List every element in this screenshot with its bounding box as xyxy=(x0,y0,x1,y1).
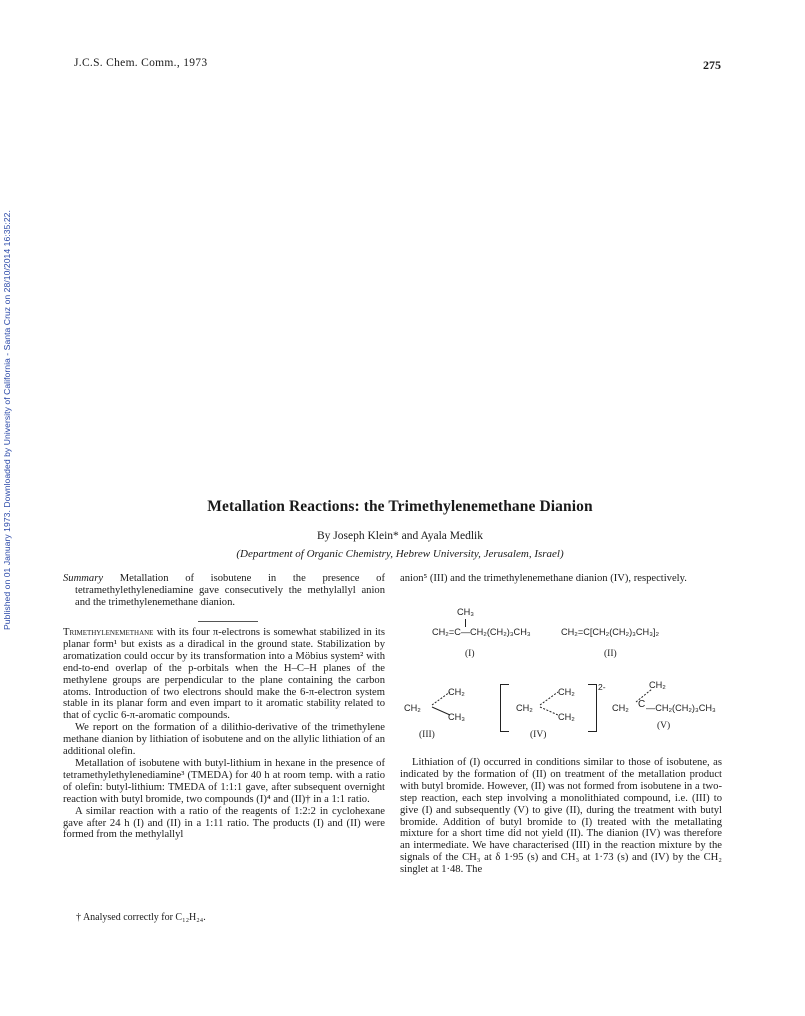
report-paragraph: We report on the formation of a dilithio-derivative of the trimethylene methane dianion by lithiation of isobutene and on the allylic lithiation of an additional olefin. xyxy=(63,722,385,758)
section-divider xyxy=(198,621,258,622)
structure-3-top: CH₂ xyxy=(448,687,465,697)
structure-1-chain: CH₂=C—CH₂(CH₂)₃CH₃ xyxy=(432,627,531,637)
anion-paragraph: anion⁵ (III) and the trimethylenemethane dianion (IV), respectively. xyxy=(400,573,687,584)
structure-4-left-bracket xyxy=(500,684,509,732)
author-byline: By Joseph Klein* and Ayala Medlik xyxy=(317,530,483,542)
structure-4-bottom: CH₂ xyxy=(558,712,575,722)
structure-2-formula: CH₂=C[CH₂(CH₂)₃CH₃]₂ xyxy=(561,627,660,637)
lithiation-paragraph: Lithiation of (I) occurred in conditions similar to those of isobutene, as indicated by the formation of (II) on treatment of the metallation product with butyl bromide. However, (II) was not formed from isobutene in a two-step reaction, each step involving a monolithiated compound, i.e. (III) to give (I) and subsequently (V) to give (II), during the treatment with butyl bromide. Addition of butyl bromide to (I) treated with the metallating mixture for a short time did not yield (II). The dianion (IV) was therefore an intermediate. We have characterised (III) in the reaction mixture by the signals of the CH₃ at δ 1·95 (s) and CH₃ at 1·73 (s) and (IV) by the CH₂ singlet at 1·48. The xyxy=(400,757,722,876)
structure-1-label: (I) xyxy=(465,649,475,659)
summary-text: Metallation of isobutene in the presence of tetramethylethylenediamine gave consecutively the methylallyl anion and the trimethylenemethane dianion. xyxy=(75,573,385,608)
left-column-body xyxy=(63,627,385,841)
summary-label: Summary xyxy=(63,573,104,584)
right-column-intro xyxy=(400,573,722,585)
metallation-paragraph: Metallation of isobutene with butyl-lithium in hexane in the presence of tetramethylethylenediamine³ (TMEDA) for 40 h at room temp. with a ratio of olefin: butyl-lithium: TMEDA of 1:1:1 gave, after subsequent overnight reaction with butyl bromide, two compounds (I)⁴ and (II)† in a 1:1 ratio. xyxy=(63,757,385,805)
intro-lead: Trimethylenemethane xyxy=(63,627,154,638)
download-stamp: Published on 01 January 1973. Downloaded by University of California - Santa Cruz on 28/10/2014 16:35:22. xyxy=(2,210,12,630)
structure-5-label: (V) xyxy=(657,721,671,731)
structure-5-top: CH₂ xyxy=(649,680,666,690)
structure-4-left: CH₂ xyxy=(516,703,533,713)
structure-5-chain: —CH₂(CH₂)₃CH₃ xyxy=(646,703,716,713)
structure-1-methyl: CH₃ xyxy=(457,607,475,617)
similar-reaction-paragraph: A similar reaction with a ratio of the reagents of 1:2:2 in cyclohexane gave after 24 h (I) and (II) in a 1:11 ratio. The products (I) and (II) were formed from the methylallyl xyxy=(63,805,385,841)
footnote: † Analysed correctly for C₁₂H₂₄. xyxy=(76,912,206,923)
right-column-body xyxy=(400,757,722,876)
structure-5-carbon: C xyxy=(638,699,646,710)
intro-paragraph: with its four π-electrons is somewhat stabilized in its planar form¹ but exists as a diradical in the ground state. Stabilization by aromatization could occur by its transformation into a Möbius system² with end-to-end overlap of the p-orbitals when the H–C–H planes of the methylene groups are perpendicular to the plane containing the carbon atoms. Introduction of two electrons should make the 6-π-electron system stable in its planar form and even impart to it aromatic stability related to that of cyclic 6-π-aromatic compounds. xyxy=(63,627,385,722)
structure-5-left: CH₂ xyxy=(612,703,629,713)
structure-4-label: (IV) xyxy=(530,730,547,740)
structure-3-left: CH₂ xyxy=(404,703,421,713)
structure-4-top: CH₂ xyxy=(558,687,575,697)
article-title: Metallation Reactions: the Trimethylenemethane Dianion xyxy=(207,498,593,515)
structure-4-charge: 2- xyxy=(598,682,606,692)
author-affiliation: (Department of Organic Chemistry, Hebrew University, Jerusalem, Israel) xyxy=(236,548,564,560)
page-number: 275 xyxy=(703,58,721,72)
summary-paragraph xyxy=(63,573,385,609)
structure-1-bond xyxy=(465,619,466,627)
structure-3-label: (III) xyxy=(419,730,435,740)
structure-4-right-bracket xyxy=(588,684,597,732)
structure-2-label: (II) xyxy=(604,649,617,659)
structure-3-bottom: CH₃ xyxy=(448,712,466,722)
journal-running-head: J.C.S. Chem. Comm., 1973 xyxy=(74,57,208,69)
